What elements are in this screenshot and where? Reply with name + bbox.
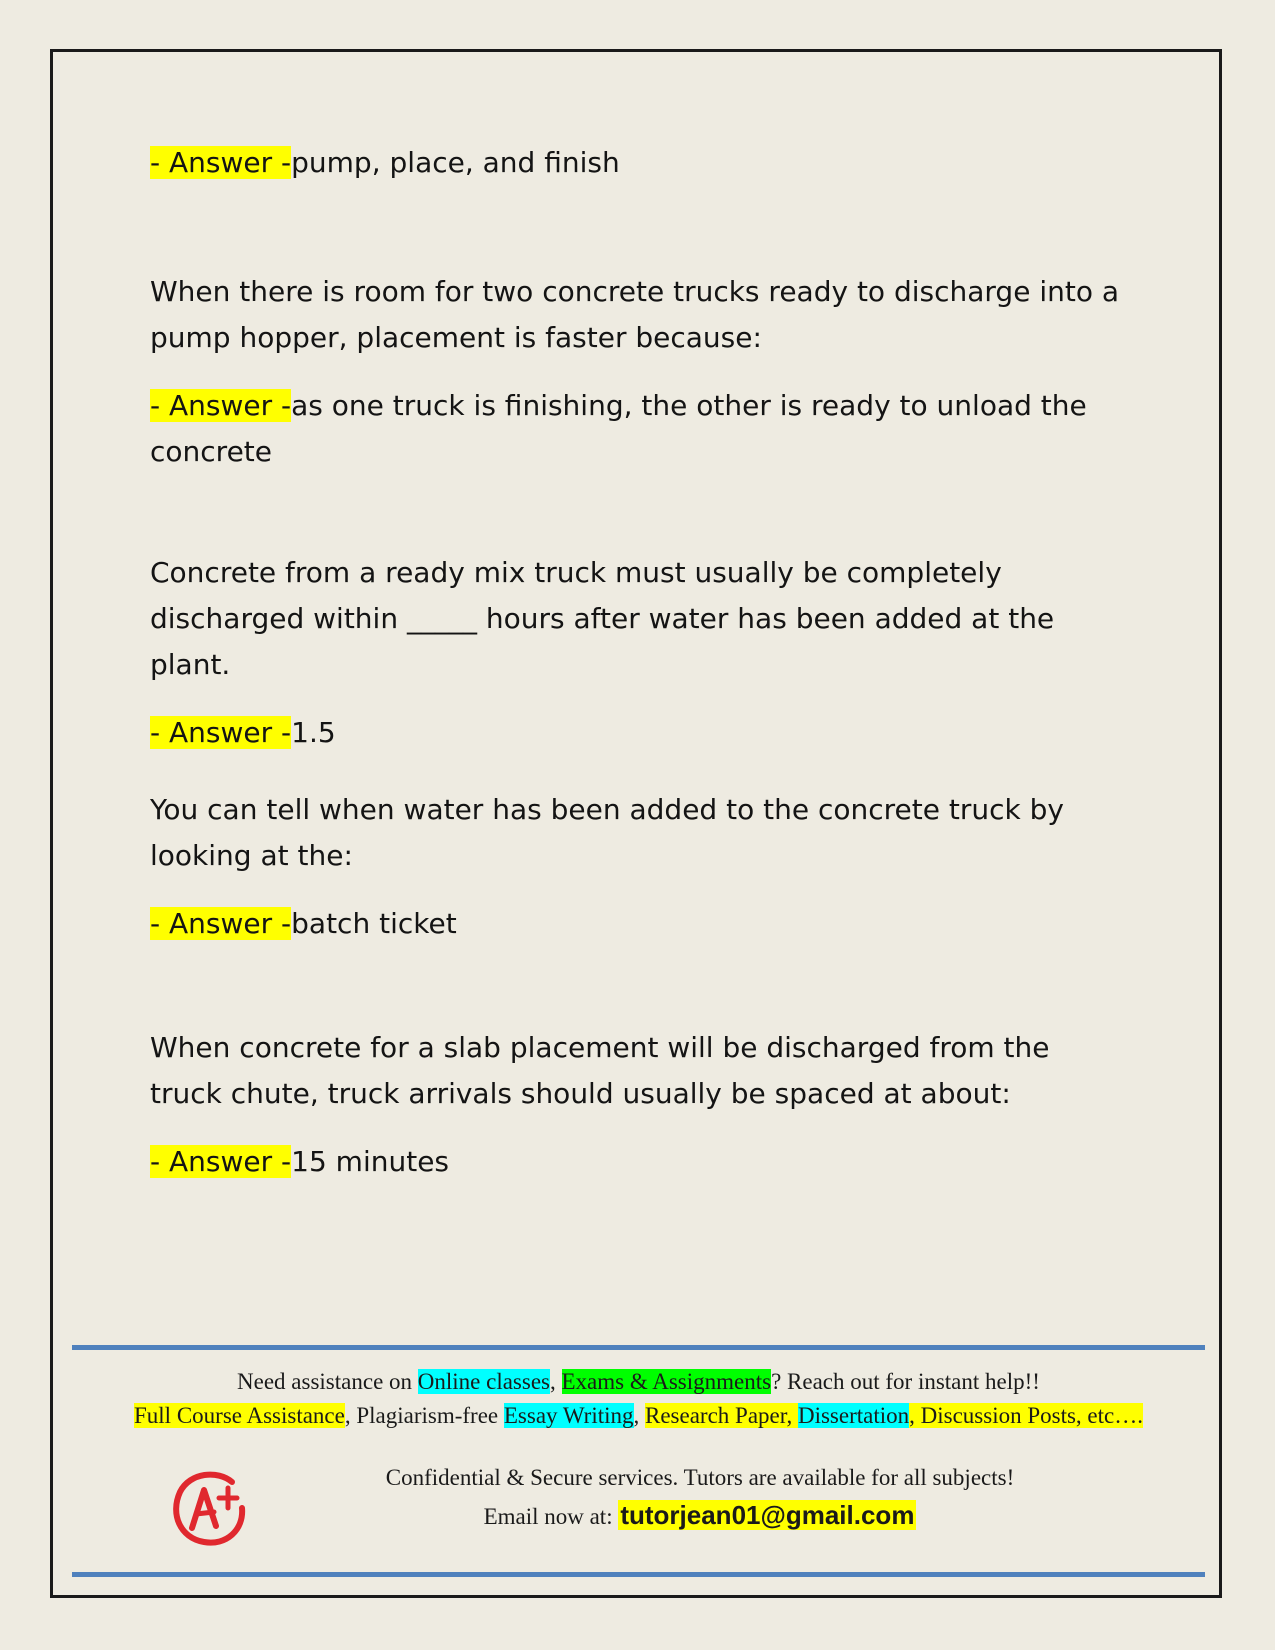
answer-line <box>150 710 1130 756</box>
answer-line <box>150 383 1130 475</box>
answer-line <box>150 1139 1130 1185</box>
footer-text-segment: , <box>633 1403 645 1428</box>
question-text: When there is room for two concrete trucks ready to discharge into a pump hopper, placement is faster because: <box>150 275 1120 354</box>
exams-assignments-highlight: Exams & Assignments <box>561 1369 772 1394</box>
answer-label: - Answer - <box>150 716 292 749</box>
footer-text-segment: ? Reach out for instant help!! <box>771 1369 1040 1394</box>
footer-line-confidential: Confidential & Secure services. Tutors are available for all subjects! <box>385 1465 1015 1490</box>
answer-text: pump, place, and finish <box>291 146 620 179</box>
qa-item <box>150 269 1130 475</box>
answer-line <box>150 901 1130 947</box>
footer-top-rule <box>72 1345 1205 1350</box>
email-link[interactable]: tutorjean01@gmail.com <box>620 1500 915 1530</box>
discussion-posts-highlight: , Discussion Posts, etc…. <box>909 1403 1143 1428</box>
a-plus-grade-icon <box>170 1468 250 1548</box>
footer-line-services <box>72 1403 1205 1429</box>
email-prefix: Email now at: <box>483 1504 619 1529</box>
answer-line <box>150 140 1130 186</box>
question-text: Concrete from a ready mix truck must usually be completely discharged within _____ hours after water has been added at the plant. <box>150 556 1055 681</box>
footer-text-segment: Need assistance on <box>237 1369 418 1394</box>
footer-bottom-rule <box>72 1572 1205 1577</box>
answer-text: batch ticket <box>291 907 457 940</box>
answer-text: 15 minutes <box>291 1145 450 1178</box>
qa-item <box>150 787 1130 947</box>
question-text: When concrete for a slab placement will be discharged from the truck chute, truck arrivals should usually be spaced at about: <box>150 1031 1050 1110</box>
dissertation-highlight: Dissertation <box>797 1403 910 1428</box>
answer-label: - Answer - <box>150 1145 292 1178</box>
full-course-highlight: Full Course Assistance <box>134 1403 345 1428</box>
essay-writing-highlight: Essay Writing <box>503 1403 634 1428</box>
answer-label: - Answer - <box>150 146 292 179</box>
answer-label: - Answer - <box>150 907 292 940</box>
footer-line-email <box>260 1500 1140 1531</box>
footer-text-segment: , <box>550 1369 562 1394</box>
footer-text-segment: , Plagiarism-free <box>344 1403 504 1428</box>
qa-item <box>150 550 1130 756</box>
question-text: You can tell when water has been added to the concrete truck by looking at the: <box>150 793 1064 872</box>
qa-item <box>150 140 1130 186</box>
qa-item <box>150 1025 1130 1185</box>
footer-line-assistance <box>72 1369 1205 1395</box>
online-classes-highlight: Online classes <box>417 1369 550 1394</box>
answer-text: as one truck is finishing, the other is ready to unload the concrete <box>150 389 1087 468</box>
answer-text: 1.5 <box>291 716 336 749</box>
research-paper-highlight: Research Paper, <box>645 1403 798 1428</box>
answer-label: - Answer - <box>150 389 292 422</box>
